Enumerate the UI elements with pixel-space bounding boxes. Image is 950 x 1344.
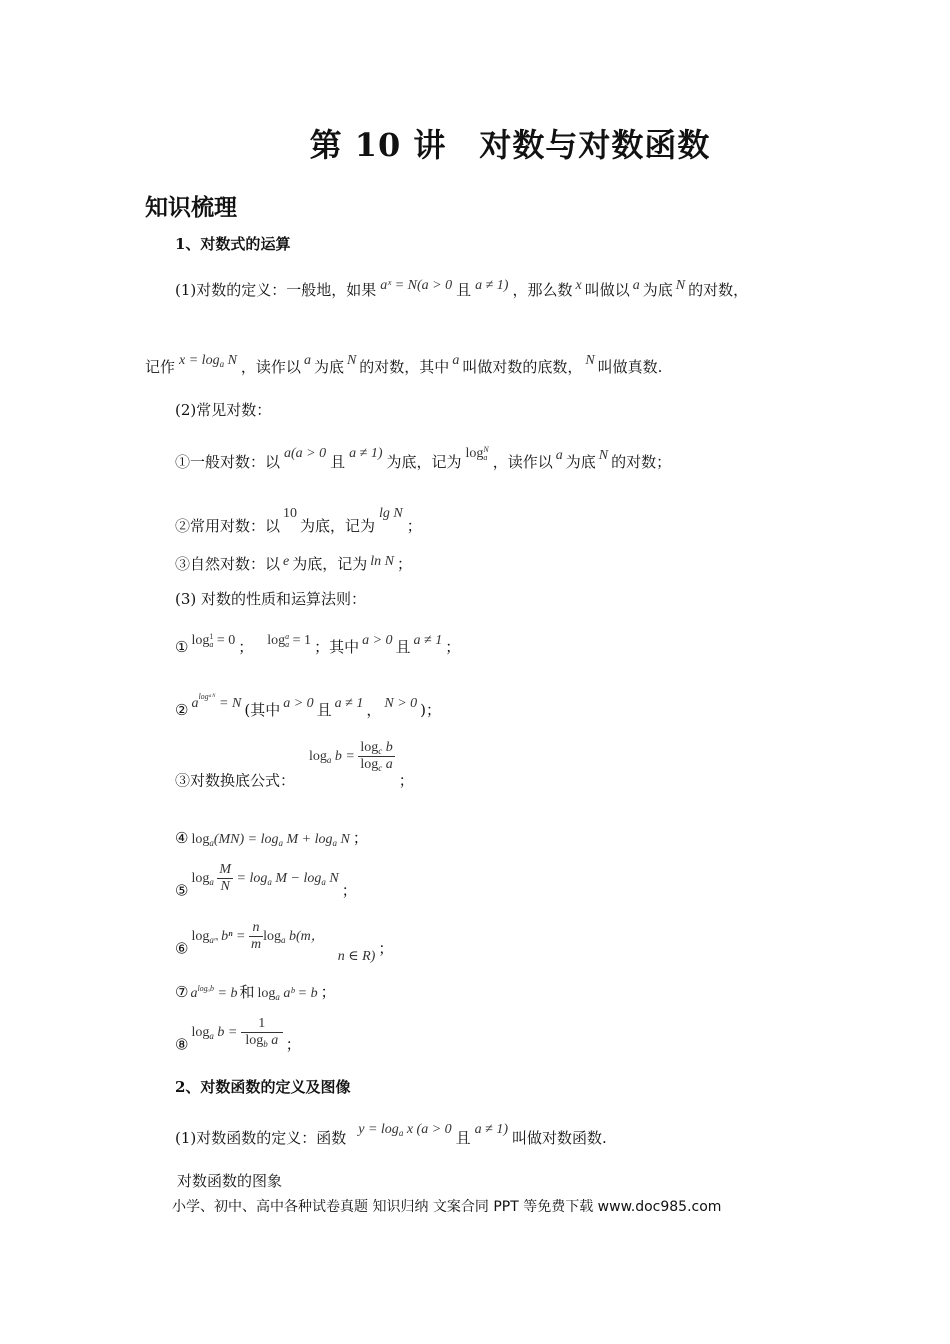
- formula-inverse-rule: ⑦ $a^{log_ab} = b$ 和 $\log_a$ aᵇ = b ；: [175, 983, 336, 1002]
- formula-1: ① log 1 a = 0 ； log a a = 1 ；其中 a > 0 且 a ≠ 1 ；: [175, 632, 461, 657]
- paragraph-log-function-definition: (1)对数函数的定义：函数 $y = \log_a x$ (a > 0 且 a ≠ 1) 叫做对数函数.: [175, 1122, 607, 1147]
- paragraph-log-properties: (3) 对数的性质和运算法则：: [175, 590, 367, 608]
- subsection-heading-2: 2、对数函数的定义及图像: [175, 1078, 351, 1096]
- item-common-log: ②常用对数：以10为底，记为lg N；: [175, 506, 422, 535]
- formula-quotient-rule: $⑤\log_a$ $\frac{M}{N}$ = $\log_a M - \log_a N$；: [175, 862, 357, 900]
- formula-reciprocal-rule: $⑧\log_a$ b = $\frac{1}{\log_b a}$ ；: [175, 1016, 301, 1054]
- subsection-heading-1: 1、对数式的运算: [175, 235, 291, 253]
- paragraph-log-graph: 对数函数的图象: [177, 1172, 283, 1190]
- formula-change-of-base: ③对数换底公式：$\log_a b$ = $\frac{\log_c b}{\log_c a}$ ；: [175, 740, 414, 790]
- page-title: 第 10 讲 对数与对数函数: [309, 126, 711, 164]
- formula-power-rule: $⑥\log_{aᵐ}$ bⁿ = $\frac{n}{m}$ $\log_a b(m$，n ∈ R) ；: [175, 920, 394, 964]
- formula-2: ② $a^{logᵃᴺ} = N$ (其中 a > 0 且 a ≠ 1 ， N > 0 )；: [175, 692, 442, 719]
- footer-banner: 小学、初中、高中各种试卷真题 知识归纳 文案合同 PPT 等免费下载 www.doc985.com: [172, 1199, 722, 1215]
- paragraph-log-definition: (1)对数的定义：一般地，如果 aˣ = N(a > 0 且 a ≠ 1) ，那么数 x 叫做以 a 为底 N 的对数，: [175, 278, 749, 299]
- section-heading: 知识梳理: [145, 194, 237, 221]
- paragraph-log-notation: 记作 $x = \log_a N$ ，读作以 a 为底 N 的对数，其中 a 叫做对数的底数， N 叫做真数.: [145, 353, 663, 376]
- item-natural-log: ③自然对数：以 e 为底，记为 ln N ；: [175, 554, 412, 573]
- item-general-log: ①一般对数：以 a(a > 0 且 a ≠ 1) 为底，记为 log N a ，读作以 a 为底 N 的对数；: [175, 445, 672, 472]
- paragraph-common-logs: (2)常见对数：: [175, 401, 272, 419]
- formula-product-rule: ④ $\log_a(MN) = \log_a M + \log_a N$ ；: [175, 829, 368, 848]
